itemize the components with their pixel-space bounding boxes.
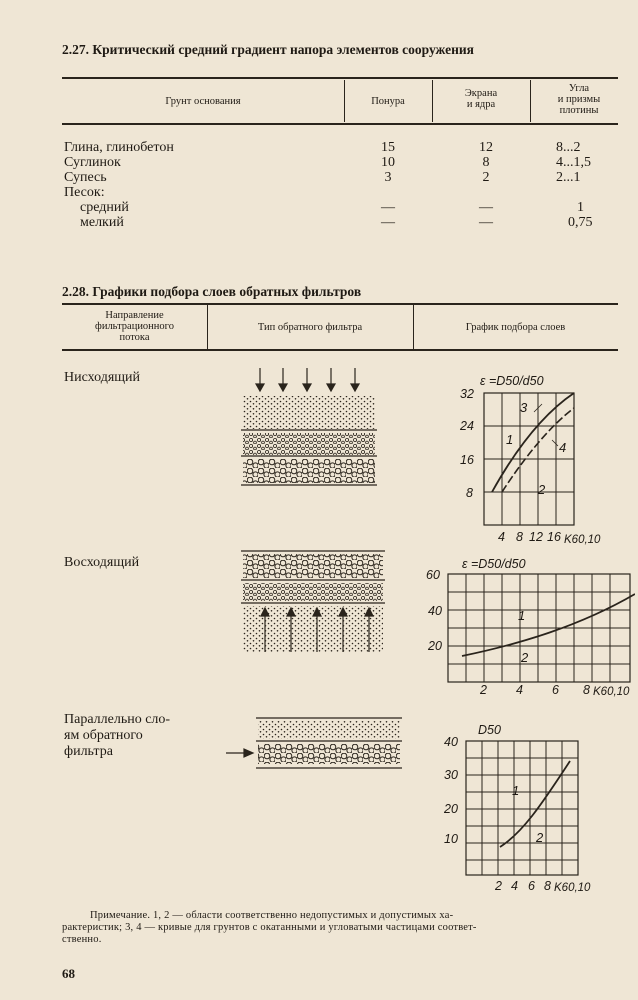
graph3-region-1: 1 — [512, 783, 520, 798]
table-cell: — — [479, 200, 493, 215]
graph3-xunit: K60,10 — [554, 882, 591, 894]
table-cell: 12 — [479, 140, 493, 155]
row-label-parallel — [64, 712, 170, 760]
table-228-title: 2.28. Графики подбора слоев обратных фильтров — [62, 284, 362, 299]
table-cell: 8 — [482, 155, 490, 170]
curve-boundary — [462, 594, 635, 656]
table-row-soil: Песок: — [64, 185, 105, 200]
table-cell: 4...1,5 — [556, 155, 591, 170]
table-cell: — — [381, 200, 395, 215]
filter-diagram-ascending — [225, 542, 400, 662]
graph2-xtick: 4 — [516, 683, 523, 697]
table-cell: 0,75 — [568, 215, 593, 230]
graph3-ytick: 40 — [444, 735, 458, 749]
col-header-graph: График подбора слоев — [465, 322, 566, 333]
graph1-xtick: 12 — [529, 530, 543, 544]
col-header-ponura: Понура — [371, 96, 405, 107]
col-header-corner-line2: и призмы — [557, 94, 601, 105]
graph2-xunit: K60,10 — [593, 686, 630, 697]
col-header-corner — [530, 83, 628, 116]
table-227-top-rule — [62, 77, 618, 79]
table-cell: 15 — [381, 140, 395, 155]
graph1-region-1: 1 — [506, 432, 514, 447]
graph2-ylabel: ε =D50/d50 — [462, 557, 526, 571]
col-header-corner-line1: Угла — [568, 83, 590, 94]
graph1-xtick: 16 — [547, 530, 561, 544]
graph1-ytick: 32 — [460, 387, 474, 401]
graph3-region-2: 2 — [536, 830, 544, 845]
graph1-xtick: 4 — [498, 530, 505, 544]
row-label-descending: Нисходящий — [64, 370, 141, 385]
graph1-ytick: 8 — [466, 486, 473, 500]
graph1-region-2: 2 — [538, 482, 546, 497]
table-cell: 2...1 — [556, 170, 581, 185]
filter-diagram-descending — [225, 360, 400, 495]
col-header-direction-line1: Направление — [105, 310, 164, 321]
graph2-region-2: 2 — [521, 650, 529, 665]
graph1-xunit: K60,10 — [564, 534, 601, 546]
curve-boundary — [500, 761, 570, 847]
graph2-ytick: 40 — [428, 604, 442, 618]
graph3-xtick: 4 — [511, 879, 518, 893]
table-row-soil: Супесь — [64, 170, 107, 185]
table-cell: 1 — [577, 200, 584, 215]
row-label-parallel-line1: Параллельно сло- — [64, 712, 171, 727]
col-header-screen — [432, 88, 530, 110]
table-228-header-rule — [62, 349, 618, 351]
table-227-title: 2.27. Критический средний градиент напора элементов сооружения — [62, 42, 474, 57]
table-row-soil: средний — [80, 200, 129, 215]
graph3-ytick: 10 — [444, 832, 458, 846]
col-header-direction-line3: потока — [119, 332, 150, 343]
graph2-ytick: 60 — [426, 568, 440, 582]
row-label-parallel-line3: фильтра — [64, 744, 113, 759]
table-227-header-rule — [62, 123, 618, 125]
col-header-screen-line1: Экрана — [464, 88, 498, 99]
col-header-direction — [62, 310, 207, 343]
table-cell: 8...2 — [556, 140, 581, 155]
graph1-curve-label-4: 4 — [559, 440, 567, 455]
graph3-xtick: 2 — [495, 879, 502, 893]
note-line-3: ственно. — [62, 934, 102, 945]
graph2-ytick: 20 — [428, 639, 442, 653]
table-row-soil: Суглинок — [64, 155, 121, 170]
page-number: 68 — [62, 966, 75, 981]
graph1-xtick: 8 — [516, 530, 523, 544]
graph3-xtick: 8 — [544, 879, 551, 893]
graph3-ytick: 20 — [444, 802, 458, 816]
graph2-xtick: 6 — [552, 683, 559, 697]
col-header-filter-type: Тип обратного фильтра — [257, 322, 363, 333]
col-header-direction-line2: фильтрационного — [95, 321, 174, 332]
table-cell: — — [381, 215, 395, 230]
table-cell: 3 — [384, 170, 392, 185]
table-cell: — — [479, 215, 493, 230]
graph1-curve-label-3: 3 — [520, 400, 528, 415]
graph-parallel — [430, 715, 600, 895]
graph2-region-1: 1 — [518, 608, 526, 623]
row-label-parallel-line2: ям обратного — [64, 728, 143, 743]
graph2-xtick: 8 — [583, 683, 590, 697]
filter-diagram-parallel — [220, 708, 410, 778]
col-header-corner-line3: плотины — [559, 105, 599, 116]
col-header-soil: Грунт основания — [165, 96, 241, 107]
graph2-xtick: 2 — [480, 683, 487, 697]
graph1-ytick: 24 — [460, 419, 474, 433]
col-header-screen-line2: и ядра — [466, 99, 496, 110]
table-row-soil: мелкий — [80, 215, 124, 230]
graph3-xtick: 6 — [528, 879, 535, 893]
table-228-top-rule — [62, 303, 618, 305]
graph3-ytick: 30 — [444, 768, 458, 782]
row-label-ascending: Восходящий — [64, 555, 140, 570]
note-line-2: рактеристик; 3, 4 — кривые для грунтов с окатанными и угловатыми частицами соответ- — [62, 922, 477, 933]
table-cell: 10 — [381, 155, 395, 170]
note-line-1: Примечание. 1, 2 — области соответственно недопустимых и допустимых ха- — [90, 910, 454, 921]
table-cell: 2 — [482, 170, 490, 185]
graph-ascending — [420, 552, 635, 697]
graph-descending — [440, 368, 630, 548]
graph3-ylabel: D50 — [478, 723, 501, 737]
table-row-soil: Глина, глинобетон — [64, 140, 174, 155]
graph1-ytick: 16 — [460, 453, 474, 467]
graph1-ylabel: ε =D50/d50 — [480, 374, 544, 388]
